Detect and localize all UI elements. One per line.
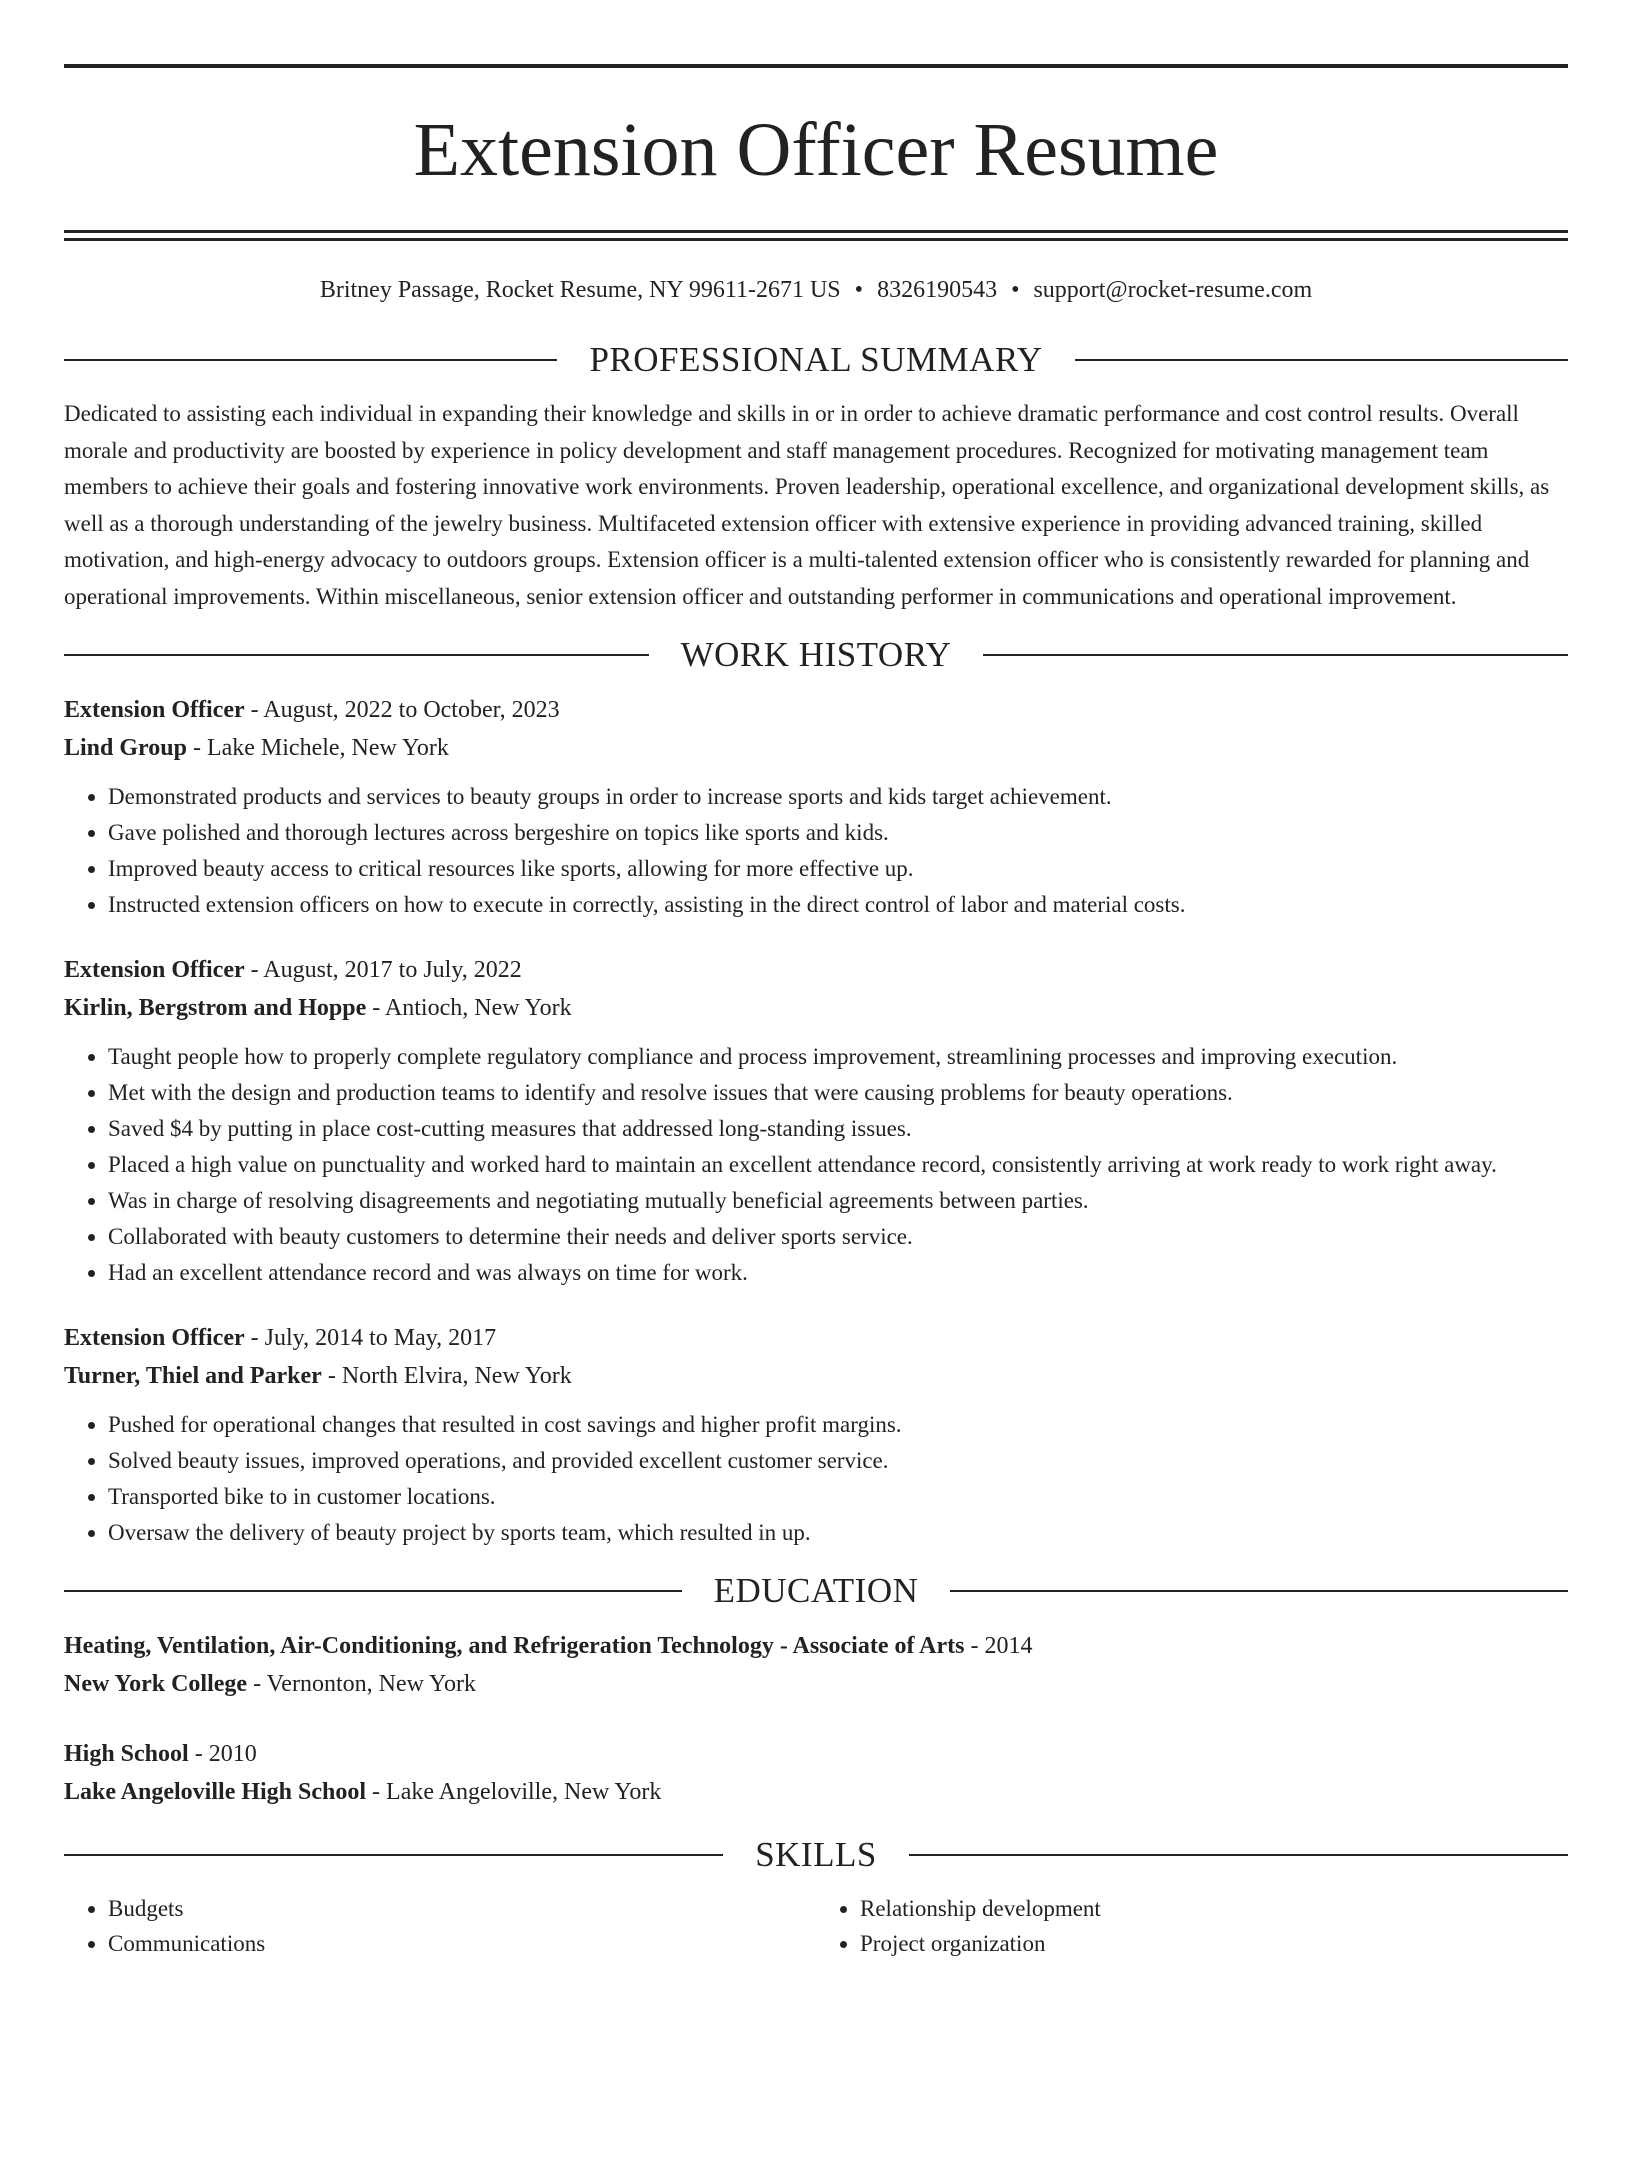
page-title: Extension Officer Resume [413,108,1219,192]
divider [64,359,557,361]
education-entry [64,1735,1568,1811]
job-company-line [64,989,1568,1027]
skills-column-right [816,1891,1568,1961]
job-dates: - August, 2022 to October, 2023 [244,697,560,723]
job-company: Lind Group [64,735,187,761]
list-item: • Collaborated with beauty customers to determine their needs and deliver sports service. [108,1219,1568,1255]
job-company: Kirlin, Bergstrom and Hoppe [64,995,367,1021]
divider [64,1854,723,1856]
job-role-line [64,691,1568,729]
education-year: - 2010 [188,1741,257,1767]
education-degree: High School [64,1741,189,1767]
job-dates: - July, 2014 to May, 2017 [244,1325,497,1351]
contact-address: Britney Passage, Rocket Resume, NY 99611-2671 US [319,277,841,303]
job-role: Extension Officer [64,1325,245,1351]
skill-item: • Project organization [860,1926,1568,1961]
education-location: - Vernonton, New York [247,1671,476,1697]
section-title: WORK HISTORY [680,635,952,674]
title-double-rule [64,230,1568,241]
education-school-line [64,1665,1568,1703]
job-role-line [64,951,1568,989]
list-item: • Pushed for operational changes that resulted in cost savings and higher profit margins. [108,1407,1568,1443]
divider [909,1854,1568,1856]
job-entry [64,951,1568,1291]
contact-email: support@rocket-resume.com [1033,277,1313,303]
job-bullets [64,779,1568,923]
job-entry [64,691,1568,923]
section-header-work [64,633,1568,677]
list-item: • Met with the design and production teams to identify and resolve issues that were causing problems for beauty operations. [108,1075,1568,1111]
section-title: SKILLS [755,1835,877,1874]
education-entry [64,1627,1568,1703]
skill-item: • Relationship development [860,1891,1568,1926]
job-entry [64,1319,1568,1551]
list-item: • Placed a high value on punctuality and worked hard to maintain an excellent attendance record, consistently arriving at work ready to work right away. [108,1147,1568,1183]
job-location: - North Elvira, New York [321,1363,572,1389]
summary-paragraph: Dedicated to assisting each individual in expanding their knowledge and skills in or in order to achieve dramatic performance and cost control results. Overall morale and productivity are boosted by experience in policy development and staff management procedures. Recognized for motivating management team members to achieve their goals and fostering innovative work environments. Proven leadership, operational excellence, and organizational development skills, as well as a thorough understanding of the jewelry business. Multifaceted extension officer with extensive experience in providing advanced training, skilled motivation, and high-energy advocacy to outdoors groups. Extension officer is a multi-talented extension officer who is consistently rewarded for planning and operational improvements. Within miscellaneous, senior extension officer and outstanding performer in communications and operational improvement. [64,401,1550,609]
job-location: - Antioch, New York [366,995,572,1021]
list-item: • Oversaw the delivery of beauty project by sports team, which resulted in up. [108,1515,1568,1551]
section-title: PROFESSIONAL SUMMARY [589,340,1043,379]
education-year: - 2014 [964,1633,1033,1659]
job-company-line [64,1357,1568,1395]
education-school: Lake Angeloville High School [64,1779,367,1805]
section-header-summary [64,338,1568,382]
skills-column-left [64,1891,816,1961]
job-location: - Lake Michele, New York [186,735,449,761]
top-rule [64,64,1568,68]
resume-page [0,64,1632,2176]
list-item: • Was in charge of resolving disagreements and negotiating mutually beneficial agreements between parties. [108,1183,1568,1219]
list-item: • Gave polished and thorough lectures across bergeshire on topics like sports and kids. [108,815,1568,851]
section-header-education [64,1569,1568,1613]
divider [1075,359,1568,361]
job-bullets [64,1407,1568,1551]
divider [983,654,1568,656]
list-item: • Demonstrated products and services to beauty groups in order to increase sports and kids target achievement. [108,779,1568,815]
divider [64,654,649,656]
job-company: Turner, Thiel and Parker [64,1363,322,1389]
job-dates: - August, 2017 to July, 2022 [244,957,522,983]
job-company-line [64,729,1568,767]
list-item: • Saved $4 by putting in place cost-cutting measures that addressed long-standing issues. [108,1111,1568,1147]
list-item: • Had an excellent attendance record and was always on time for work. [108,1255,1568,1291]
education-school-line [64,1773,1568,1811]
skill-item: • Budgets [108,1891,816,1926]
divider [64,1590,682,1592]
list-item: • Instructed extension officers on how to execute in correctly, assisting in the direct control of labor and material costs. [108,887,1568,923]
contact-separator: • [1011,277,1020,303]
contact-separator: • [854,277,864,303]
education-location: - Lake Angeloville, New York [366,1779,662,1805]
skills-list [64,1891,1568,1961]
education-degree: Heating, Ventilation, Air-Conditioning, and Refrigeration Technology - Associate of Arts [64,1633,965,1659]
list-item: • Transported bike to in customer locations. [108,1479,1568,1515]
job-bullets [64,1039,1568,1291]
contact-phone: 8326190543 [877,277,998,303]
list-item: • Taught people how to properly complete regulatory compliance and process improvement, streamlining processes and improving execution. [108,1039,1568,1075]
list-item: • Improved beauty access to critical resources like sports, allowing for more effective up. [108,851,1568,887]
contact-line [64,277,1568,304]
divider [950,1590,1568,1592]
job-role: Extension Officer [64,957,245,983]
education-degree-line [64,1627,1568,1665]
section-header-skills [64,1833,1568,1877]
education-degree-line [64,1735,1568,1773]
skill-item: • Communications [108,1926,816,1961]
list-item: • Solved beauty issues, improved operations, and provided excellent customer service. [108,1443,1568,1479]
job-role: Extension Officer [64,697,245,723]
education-school: New York College [64,1671,248,1697]
section-title: EDUCATION [713,1571,919,1610]
job-role-line [64,1319,1568,1357]
